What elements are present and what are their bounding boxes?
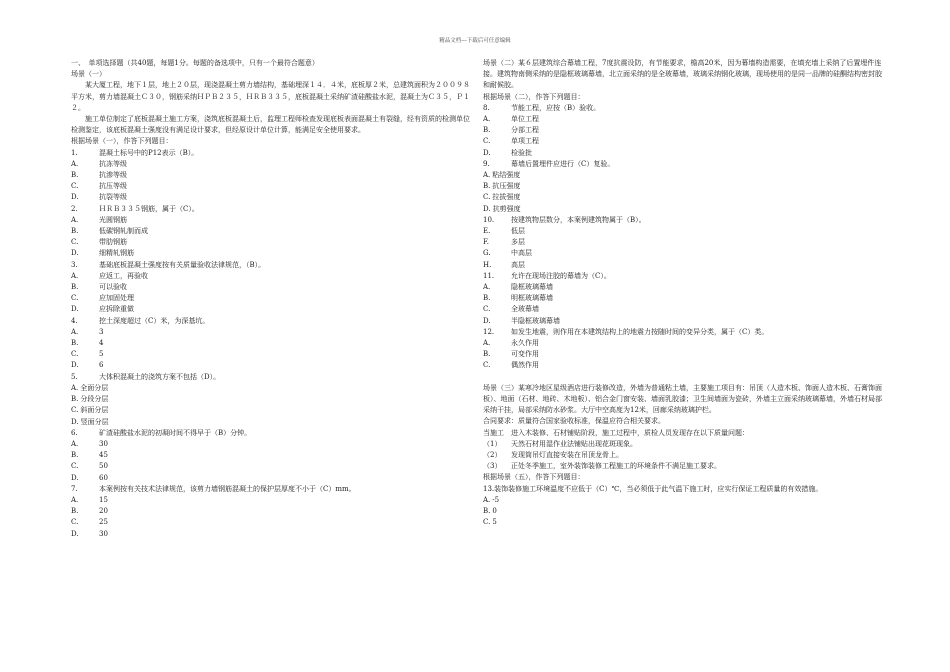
option-text: 分部工程 xyxy=(511,126,539,135)
question-text: ＨＲＢ３３５钢筋，属于（C）。 xyxy=(99,204,199,213)
answer-option xyxy=(483,192,883,203)
question-text: 基础底板混凝土强度按有关质量验收法律规范，（B）。 xyxy=(99,260,266,269)
option-text: 竖面分层 xyxy=(80,417,109,426)
option-text: 粘结强度 xyxy=(492,171,521,180)
option-letter: D. xyxy=(483,316,491,325)
option-letter: B. xyxy=(483,350,491,359)
option-letter: D. xyxy=(71,193,79,202)
question-number: 1. xyxy=(71,148,78,157)
option-letter: C. xyxy=(483,305,491,314)
answer-option xyxy=(483,237,883,248)
question-text: 矿渣硅酸盐水泥的初凝时间不得早于（B）分钟。 xyxy=(99,428,252,437)
option-letter: D. xyxy=(71,361,79,370)
option-text: 细精轧钢筋 xyxy=(99,249,134,258)
option-letter: C. xyxy=(71,350,79,359)
issue-number: （3） xyxy=(483,462,502,471)
option-text: 分段分层 xyxy=(80,395,109,404)
option-text: 25 xyxy=(99,518,108,527)
answer-option xyxy=(71,529,471,540)
option-text: 中高层 xyxy=(511,249,532,258)
option-letter: B. xyxy=(71,227,79,236)
question-number: 6. xyxy=(71,428,78,437)
question-text: 本案例按有关技术法律规范，该剪力墙钢筋混凝土的保护层厚度不小于（C）mm。 xyxy=(99,484,356,493)
answer-option xyxy=(483,148,883,159)
option-text: 斜面分层 xyxy=(80,406,109,415)
option-text: 偶然作用 xyxy=(511,361,539,370)
option-text: 5 xyxy=(99,350,104,359)
page-header: 精品文档---下载后可任意编辑 xyxy=(439,38,511,44)
question xyxy=(483,327,883,338)
answer-option xyxy=(71,215,471,226)
answer-option xyxy=(71,271,471,282)
option-text: 可以验收 xyxy=(99,283,127,292)
answer-option xyxy=(483,204,883,215)
answer-option xyxy=(71,360,471,371)
option-letter: C. xyxy=(71,294,79,303)
option-text: 30 xyxy=(99,439,108,448)
option-letter: G. xyxy=(483,249,491,258)
question-text: 按建筑物层数分，本案例建筑物属于（B）。 xyxy=(511,215,646,224)
answer-option xyxy=(71,383,471,394)
answer-option xyxy=(483,282,883,293)
scene-two-paragraph: 场景（二）某６层建筑综合幕墙工程，7度抗震设防，有节能要求，檐高20米，因为幕墙构造需要，在填充墙上采纳了后置埋件连接。建筑物南侧采纳的是隐框玻璃幕墙，北立面采纳的是全玻幕墙，玻璃采纳钢化玻璃，现场使用的是同一品牌的硅酮结构密封胶和耐候胶。 xyxy=(483,59,882,90)
option-letter: B. xyxy=(483,182,491,191)
answer-option xyxy=(71,517,471,528)
question-list xyxy=(71,148,471,540)
option-text: 全面分层 xyxy=(80,383,109,392)
answer-option xyxy=(71,282,471,293)
option-letter: D. xyxy=(483,204,491,213)
option-letter: C. xyxy=(483,518,491,527)
answer-option xyxy=(483,360,883,371)
option-text: 单项工程 xyxy=(511,137,539,146)
scene-one-label: 场景（一） xyxy=(71,70,106,79)
option-letter: A. xyxy=(483,339,491,348)
question-text: 允许在现场注胶的幕墙为（C）。 xyxy=(511,271,611,280)
option-text: 5 xyxy=(492,518,497,527)
option-text: 抗压等级 xyxy=(99,182,127,191)
option-text: 6 xyxy=(99,361,104,370)
option-letter: A. xyxy=(71,159,79,168)
option-text: 20 xyxy=(99,507,108,516)
option-text: 0 xyxy=(492,506,497,515)
option-letter: A. xyxy=(483,171,491,180)
issue-text: 正处冬季施工，室外装饰装修工程施工的环境条件不满足施工要求。 xyxy=(511,462,721,471)
question-13-options xyxy=(483,495,883,529)
question xyxy=(71,316,471,327)
answer-option xyxy=(71,293,471,304)
answer-option xyxy=(71,450,471,461)
option-letter: C. xyxy=(483,361,491,370)
answer-option xyxy=(483,293,883,304)
question-text: 如发生地震，则作用在本建筑结构上的地震力按随时间的变异分类，属于（C）类。 xyxy=(511,327,769,336)
question-number: 4. xyxy=(71,316,78,325)
question-text: 节能工程，应按（B）验收。 xyxy=(511,103,601,112)
answer-option xyxy=(71,170,471,181)
answer-option xyxy=(483,495,883,506)
option-text: 3 xyxy=(99,327,104,336)
question xyxy=(71,428,471,439)
answer-option xyxy=(483,125,883,136)
answer-option xyxy=(483,316,883,327)
option-letter: B. xyxy=(71,451,79,460)
option-letter: A. xyxy=(71,439,79,448)
answer-option xyxy=(71,461,471,472)
question-number: 7. xyxy=(71,484,78,493)
option-letter: A. xyxy=(483,495,491,504)
question-text: 大体积混凝土的浇筑方案不包括（D）。 xyxy=(99,372,221,381)
option-letter: D. xyxy=(71,417,79,426)
option-text: 拉拔强度 xyxy=(492,193,521,202)
question-text: 挖土深度超过（C）米，为深基坑。 xyxy=(99,316,210,325)
answer-option xyxy=(71,327,471,338)
option-letter: C. xyxy=(71,238,79,247)
question-number: 10. xyxy=(483,215,495,224)
question xyxy=(71,372,471,383)
option-letter: B. xyxy=(71,171,79,180)
option-text: 全玻幕墙 xyxy=(511,305,539,314)
answer-option xyxy=(71,405,471,416)
option-text: 低层 xyxy=(511,227,525,236)
question-number: 12. xyxy=(483,327,495,336)
question-text: 混凝土标号中的P12表示（B）。 xyxy=(99,148,199,157)
option-letter: B. xyxy=(483,294,491,303)
question-number: 3. xyxy=(71,260,78,269)
scene-three-paragraph: 场景（三）某寒冷地区星级酒店进行装修改造，外墙为普通粘土墙，主要施工项目有：吊顶（人造木板、饰面人造木板、石膏饰面板）、地面（石材、地砖、木地板）、铝合金门窗安装、墙面乳胶漆；卫生间墙面为瓷砖，外墙主立面采纳玻璃幕墙，外墙石材局部采纳干挂，局部采纳防水砂浆。大厅中空高度为12米，回廊采纳玻璃护栏。 xyxy=(483,383,882,415)
option-letter: B. xyxy=(71,339,79,348)
answer-option xyxy=(71,181,471,192)
quality-issue xyxy=(483,461,883,472)
scene-one-paragraph-2: 施工单位制定了底板混凝土施工方案，浇筑底板混凝土后，监理工程师检查发现底板表面混凝土有裂缝，经有资质的检测单位检测鉴定，该底板混凝土强度没有满足设计要求，但经原设计单位计算，能满足安全使用要求。 xyxy=(71,115,470,135)
option-text: 检验批 xyxy=(511,148,532,157)
option-letter: B. xyxy=(71,395,79,404)
answer-option xyxy=(483,248,883,259)
issue-text: 发现筒吊灯直接安装在吊顶龙骨上。 xyxy=(511,450,623,459)
answer-option xyxy=(483,226,883,237)
question xyxy=(483,215,883,226)
option-letter: A. xyxy=(71,495,79,504)
quality-issue xyxy=(483,439,883,450)
answer-option xyxy=(483,136,883,147)
option-text: 应返工，再验收 xyxy=(99,271,148,280)
option-letter: A. xyxy=(71,327,79,336)
answer-option xyxy=(483,338,883,349)
answer-option xyxy=(71,192,471,203)
option-text: 45 xyxy=(99,451,108,460)
option-text: 半隐框玻璃幕墙 xyxy=(511,316,560,325)
answer-option xyxy=(483,506,883,517)
question xyxy=(483,103,883,114)
answer-option xyxy=(71,506,471,517)
option-letter: C. xyxy=(71,462,79,471)
option-text: 单位工程 xyxy=(511,115,539,124)
option-letter: C. xyxy=(483,137,491,146)
option-text: 带肋钢筋 xyxy=(99,238,127,247)
option-letter: D. xyxy=(71,305,79,314)
option-letter: C. xyxy=(71,182,79,191)
answer-option xyxy=(71,473,471,484)
question xyxy=(71,204,471,215)
answer-option xyxy=(483,114,883,125)
option-letter: D. xyxy=(71,529,79,538)
answer-option xyxy=(483,304,883,315)
issue-text: 天然石材用湿作业法铺贴出现花斑现象。 xyxy=(511,439,637,448)
option-text: 低碳钢轧制而成 xyxy=(99,227,148,236)
question-number: 11. xyxy=(483,271,495,280)
answer-option xyxy=(71,349,471,360)
option-letter: A. xyxy=(71,383,79,392)
question-number: 2. xyxy=(71,204,78,213)
left-column xyxy=(71,58,471,540)
option-text: 光圆钢筋 xyxy=(99,215,127,224)
answer-option xyxy=(71,304,471,315)
section-title: 一、 单项选择题（共40题，每题1分。每题的备选项中，只有一个最符合题意） xyxy=(71,59,319,67)
option-letter: C. xyxy=(483,193,491,202)
answer-option xyxy=(483,349,883,360)
option-letter: B. xyxy=(483,126,491,135)
option-text: 30 xyxy=(99,529,108,538)
option-letter: D. xyxy=(71,249,79,258)
question xyxy=(483,159,883,170)
quality-issue xyxy=(483,450,883,461)
option-letter: A. xyxy=(483,115,491,124)
scene-one-paragraph: 某大厦工程，地下１层，地上２０层，现浇混凝土剪力墙结构，基础埋深１４．４米，底板厚２米，总建筑面积为２００９８平方米，剪力墙混凝土Ｃ３０，钢筋采纳ＨＰＢ２３５，ＨＲＢ３３５，底板混凝土采纳矿渣硅酸盐水泥，混凝土为Ｃ３５，Ｐ１２。 xyxy=(71,81,470,112)
answer-option xyxy=(71,439,471,450)
option-letter: H. xyxy=(483,260,492,269)
option-letter: B. xyxy=(71,283,79,292)
answer-option xyxy=(483,181,883,192)
question-text: 幕墙后置埋件应进行（C）复验。 xyxy=(511,159,615,168)
option-text: 抗冻等级 xyxy=(99,159,127,168)
answer-option xyxy=(71,248,471,259)
contract-requirement: 合同要求：质量符合国家验收标准，保温应符合相关要求。 xyxy=(483,417,665,426)
option-letter: E. xyxy=(483,227,491,236)
questions-intro-2: 根据场景（二），作答下列题目： xyxy=(483,92,585,101)
option-letter: B. xyxy=(483,506,491,515)
question-number: 8. xyxy=(483,103,490,112)
answer-option xyxy=(71,495,471,506)
answer-option xyxy=(71,394,471,405)
option-text: 4 xyxy=(99,339,104,348)
option-text: 隐框玻璃幕墙 xyxy=(511,283,553,292)
option-letter: A. xyxy=(71,271,79,280)
question-number: 5. xyxy=(71,372,78,381)
answer-option xyxy=(71,226,471,237)
option-text: 高层 xyxy=(511,260,525,269)
question xyxy=(71,148,471,159)
question xyxy=(71,260,471,271)
option-text: 15 xyxy=(99,495,108,504)
answer-option xyxy=(71,338,471,349)
option-text: 多层 xyxy=(511,238,525,247)
answer-option xyxy=(71,159,471,170)
issue-list xyxy=(483,439,883,473)
question xyxy=(71,484,471,495)
question-13: 13.装饰装修施工环境温度不应低于（C）℃，当必须低于此气温下施工时，应实行保证工程质量的有效措施。 xyxy=(483,484,823,493)
option-text: 永久作用 xyxy=(511,339,539,348)
question-list-2 xyxy=(483,103,883,372)
answer-option xyxy=(483,517,883,528)
option-text: 应拆除重做 xyxy=(99,305,134,314)
option-text: -5 xyxy=(492,495,500,504)
issue-number: （2） xyxy=(483,450,502,459)
issue-number: （1） xyxy=(483,439,502,448)
right-column xyxy=(483,58,883,528)
option-text: 可变作用 xyxy=(511,350,539,359)
question xyxy=(483,271,883,282)
spacer xyxy=(483,372,883,383)
question-number: 9. xyxy=(483,159,490,168)
option-letter: A. xyxy=(483,283,491,292)
option-text: 抗剪强度 xyxy=(492,204,521,213)
questions-intro: 根据场景（一），作答下列题目： xyxy=(71,137,173,146)
option-letter: C. xyxy=(71,518,79,527)
option-text: 50 xyxy=(99,462,108,471)
option-letter: F. xyxy=(483,238,489,247)
option-text: 抗裂等级 xyxy=(99,193,127,202)
option-letter: A. xyxy=(71,215,79,224)
answer-option xyxy=(483,260,883,271)
quality-issues-intro: 当施工 进入木装修、石材铺贴阶段，施工过程中，质检人员发现存在以下质量问题： xyxy=(483,428,749,437)
option-letter: D. xyxy=(71,473,79,482)
option-text: 抗压强度 xyxy=(492,182,521,191)
option-letter: B. xyxy=(71,507,79,516)
option-text: 应加固处理 xyxy=(99,294,134,303)
option-letter: C. xyxy=(71,406,79,415)
answer-option xyxy=(483,170,883,181)
option-letter: D. xyxy=(483,148,491,157)
answer-option xyxy=(71,237,471,248)
option-text: 60 xyxy=(99,473,108,482)
answer-option xyxy=(71,417,471,428)
questions-intro-3: 根据场景（五），作答下列题目： xyxy=(483,473,585,482)
option-text: 抗渗等级 xyxy=(99,171,127,180)
option-text: 明框玻璃幕墙 xyxy=(511,294,553,303)
